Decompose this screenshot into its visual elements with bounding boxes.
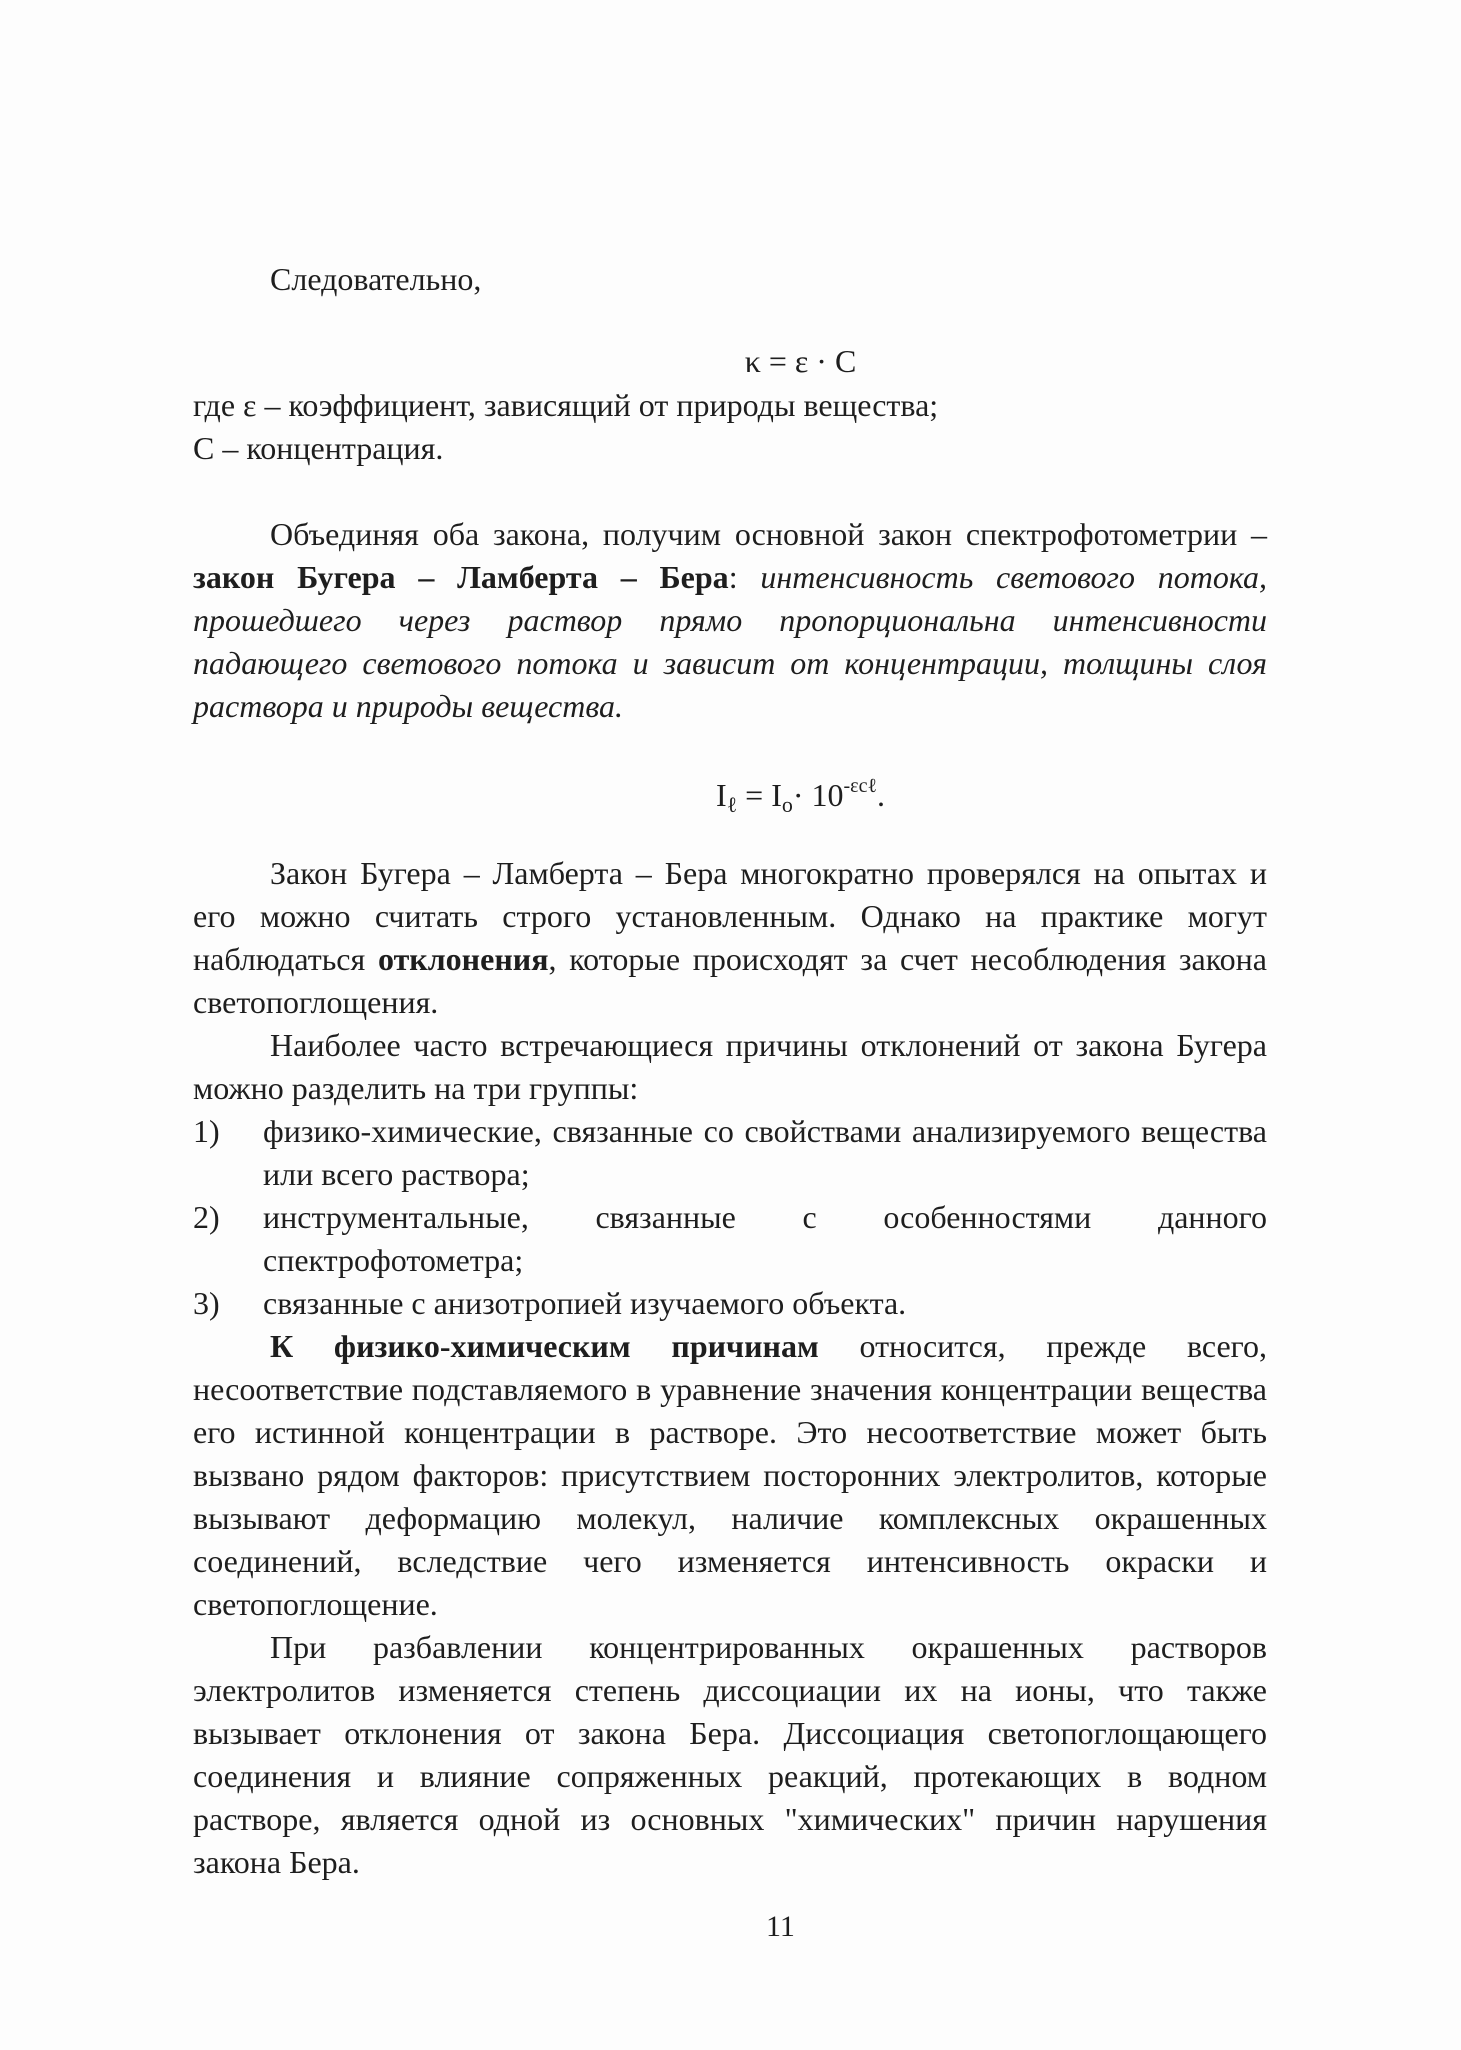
formula-end: . <box>877 777 886 813</box>
list-item <box>193 1196 1267 1282</box>
list-item-number: 3) <box>193 1285 220 1321</box>
law-colon: : <box>728 559 761 595</box>
formula-i: I <box>715 777 727 813</box>
where-block <box>193 384 1267 470</box>
main-text <box>193 852 1267 1884</box>
validity-bold: отклонения <box>377 941 549 977</box>
where-c: C – концентрация. <box>193 430 444 466</box>
physchem-paragraph <box>193 1325 1267 1626</box>
where-eps: где ε – коэффициент, зависящий от природы вещества; <box>193 387 939 423</box>
list-item-number: 1) <box>193 1113 220 1149</box>
list-item <box>193 1282 1267 1325</box>
formula-k: κ = ε · C <box>744 343 857 379</box>
causes-list <box>193 1110 1267 1325</box>
list-item <box>193 1110 1267 1196</box>
list-item-number: 2) <box>193 1199 220 1235</box>
law-text <box>193 513 1267 728</box>
validity-text-end: , которые происходят за счет несоблюдения закона светопоглощения. <box>193 941 1268 1020</box>
physchem-bold: К физико-химическим причинам <box>270 1328 819 1364</box>
formula-mult: · 10 <box>792 777 844 813</box>
page-number: 11 <box>766 1910 795 1943</box>
list-item-text: физико-химические, связанные со свойствами анализируемого вещества или всего раствора; <box>263 1113 1267 1192</box>
formula-eq: = I <box>737 777 782 813</box>
physchem-text: относится, прежде всего, несоответствие подставляемого в уравнение значения концентрации вещества его истинной концентрации в растворе. Это несоответствие может быть вызвано рядом факторов: присутствием посторонних электролитов, которые вызывают деформацию молекул, наличие комплексных окрашенных соединений, вследствие чего изменяется интенсивность окраски и светопоглощение. <box>193 1328 1267 1622</box>
list-item-text: инструментальные, связанные с особенностями данного спектрофотометра; <box>263 1199 1267 1278</box>
law-text-start: Объединяя оба закона, получим основной закон спектрофотометрии – <box>270 516 1267 552</box>
law-name: закон Бугера – Ламберта – Бера <box>193 559 729 595</box>
causes-intro: Наиболее часто встречающиеся причины отклонений от закона Бугера можно разделить на три группы: <box>193 1027 1267 1106</box>
formula-i-sub: ℓ <box>726 792 738 817</box>
validity-paragraph <box>193 852 1267 1024</box>
law-paragraph <box>193 513 1267 728</box>
formula-law <box>0 765 1461 826</box>
intro-block <box>193 258 1267 301</box>
formula-io-sub: o <box>781 792 793 817</box>
list-item-text: связанные с анизотропией изучаемого объекта. <box>263 1285 907 1321</box>
law-definition: интенсивность светового потока, прошедшего через раствор прямо пропорциональна интенсивности падающего светового потока и зависит от концентрации, толщины слоя раствора и природы вещества. <box>193 559 1268 724</box>
formula-exp: -εcℓ <box>843 775 878 797</box>
intro-word: Следовательно, <box>270 261 482 297</box>
dilution-paragraph: При разбавлении концентрированных окрашенных растворов электролитов изменяется степень диссоциации их на ионы, что также вызывает отклонения от закона Бера. Диссоциация светопоглощающего соединения и влияние сопряженных реакций, протекающих в водном растворе, является одной из основных "химических" причин нарушения закона Бера. <box>193 1629 1267 1880</box>
validity-text-start: Закон Бугера – Ламберта – Бера многократно проверялся на опытах и его можно считать строго установленным. Однако на практике могут наблюдаться <box>193 855 1267 977</box>
